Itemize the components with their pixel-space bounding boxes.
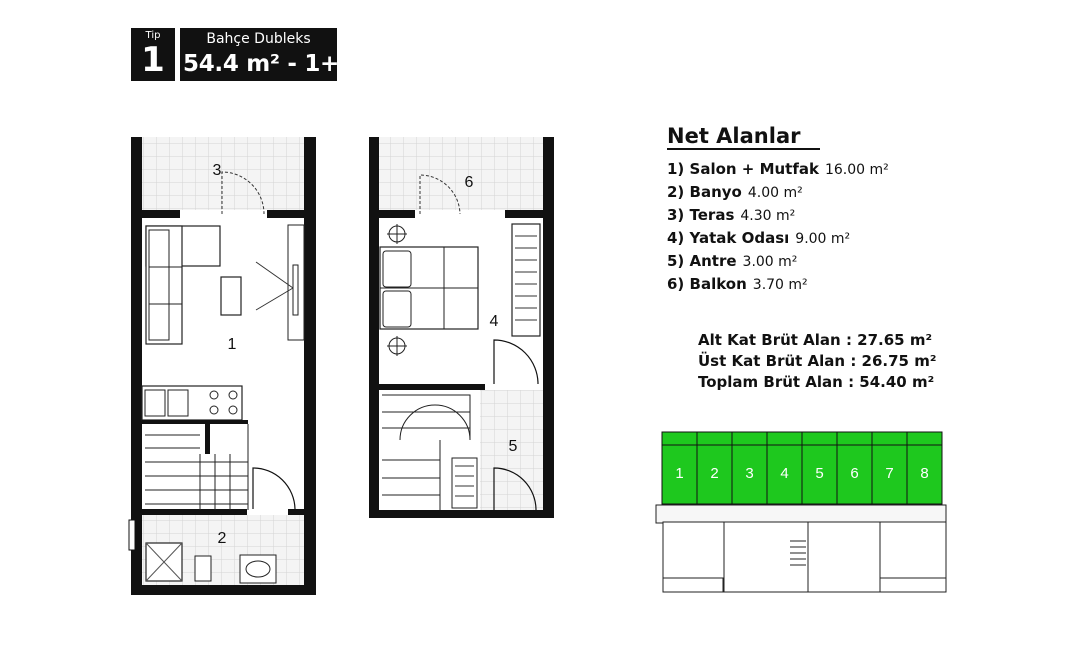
room-label-1: 1	[227, 336, 237, 353]
site-unit-label: 7	[885, 465, 894, 482]
list-item: 5) Antre 3.00 m²	[667, 252, 798, 270]
site-unit-terrace	[802, 432, 837, 445]
site-unit-label: 4	[780, 465, 789, 482]
room-label-2: 2	[217, 530, 227, 547]
site-unit-label: 6	[850, 465, 859, 482]
gross-ground: Alt Kat Brüt Alan : 27.65 m²	[698, 331, 933, 349]
site-unit-terrace	[872, 432, 907, 445]
site-unit-terrace	[837, 432, 872, 445]
room-label-3: 3	[212, 162, 222, 179]
site-unit-label: 3	[745, 465, 754, 482]
upper-floor-plan	[369, 137, 554, 518]
list-item: 6) Balkon 3.70 m²	[667, 275, 808, 293]
site-unit-terrace	[767, 432, 802, 445]
type-name: Bahçe Dubleks	[206, 31, 311, 47]
list-item: 4) Yatak Odası 9.00 m²	[667, 229, 851, 247]
site-unit-label: 5	[815, 465, 824, 482]
list-item: 3) Teras 4.30 m²	[667, 206, 796, 224]
balcony-floor	[379, 137, 543, 210]
list-item: 1) Salon + Mutfak 16.00 m²	[667, 160, 889, 178]
type-area: 54.4 m² - 1+1	[183, 51, 355, 77]
room-label-6: 6	[464, 174, 474, 191]
site-unit-label: 8	[920, 465, 929, 482]
gross-total: Toplam Brüt Alan : 54.40 m²	[698, 373, 935, 391]
room-label-5: 5	[508, 438, 518, 455]
list-item: 2) Banyo 4.00 m²	[667, 183, 803, 201]
tip-label: Tip	[145, 30, 161, 41]
site-unit-terrace	[662, 432, 697, 445]
site-unit-terrace	[907, 432, 942, 445]
terrace-floor	[142, 137, 304, 210]
room-label-4: 4	[489, 313, 499, 330]
site-unit-label: 1	[675, 465, 684, 482]
site-unit-terrace	[697, 432, 732, 445]
site-plan	[656, 432, 946, 592]
site-unit-label: 2	[710, 465, 719, 482]
site-unit-terrace	[732, 432, 767, 445]
tip-number: 1	[141, 40, 165, 80]
room-list	[667, 158, 889, 296]
gross-areas	[698, 330, 936, 393]
gross-upper: Üst Kat Brüt Alan : 26.75 m²	[698, 352, 937, 370]
ground-floor-plan	[129, 137, 316, 595]
net-areas-title: Net Alanlar	[667, 124, 820, 150]
